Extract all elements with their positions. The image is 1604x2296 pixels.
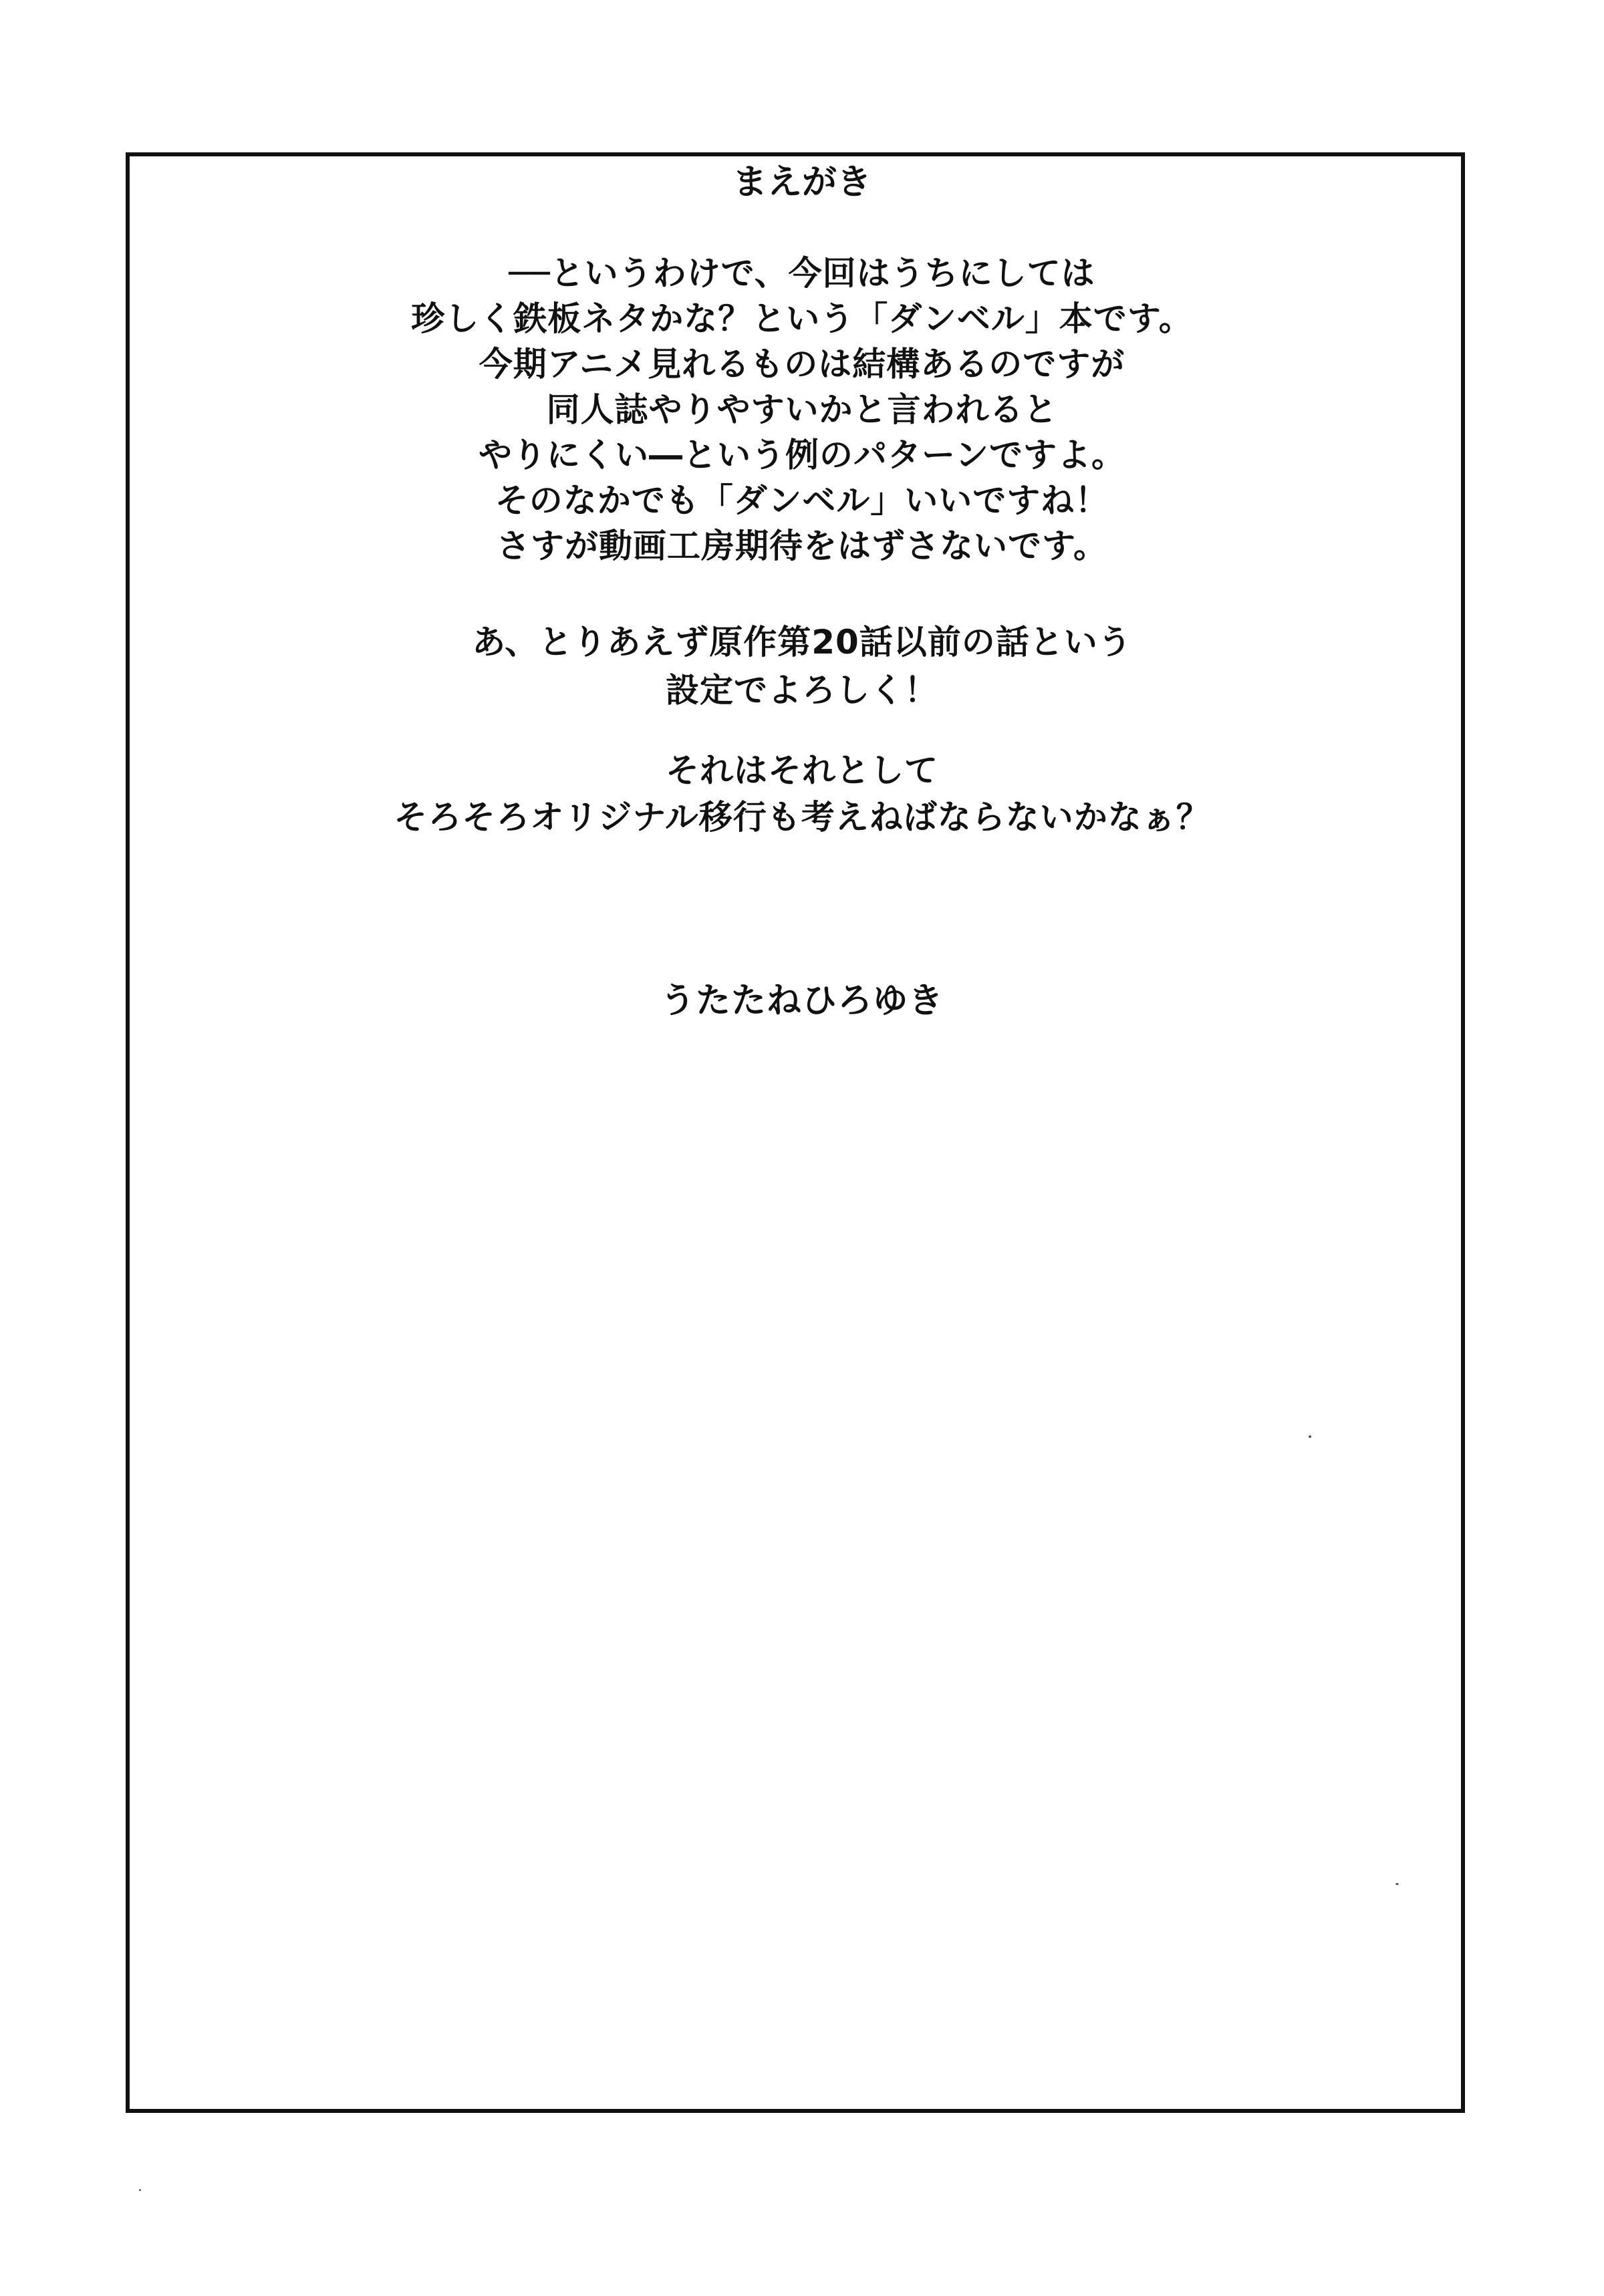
text-line: 今期アニメ見れるものは結構あるのですが [479, 345, 1125, 384]
text-line: それはそれとして [666, 751, 938, 790]
text-line: さすが動画工房期待をはずさないです。 [497, 527, 1107, 565]
text-line: 同人誌やりやすいかと言われると [546, 390, 1058, 429]
author-signature: うたたねひろゆき [660, 981, 944, 1021]
scan-speck [139, 2189, 141, 2191]
text-line: ──というわけで、今回はうちにしては [509, 254, 1095, 293]
text-line: 珍しく鉄板ネタかな？という「ダンベル」本です。 [411, 299, 1193, 338]
scan-speck [1309, 1435, 1311, 1438]
page-title: まえがき [732, 162, 872, 202]
text-line: やりにくい―という例のパターンですよ。 [479, 436, 1125, 474]
text-line: あ、とりあえず原作第20話以前の話という [472, 623, 1132, 662]
paragraph-2 [0, 618, 1604, 714]
paragraph-1 [0, 251, 1604, 569]
text-line: そのなかでも「ダンベル」いいですね！ [495, 481, 1109, 520]
paragraph-3 [0, 747, 1604, 841]
text-line: 設定でよろしく！ [666, 671, 938, 710]
text-line: そろそろオリジナル移行も考えねばならないかなぁ？ [394, 798, 1210, 837]
scan-speck [1395, 1883, 1399, 1885]
